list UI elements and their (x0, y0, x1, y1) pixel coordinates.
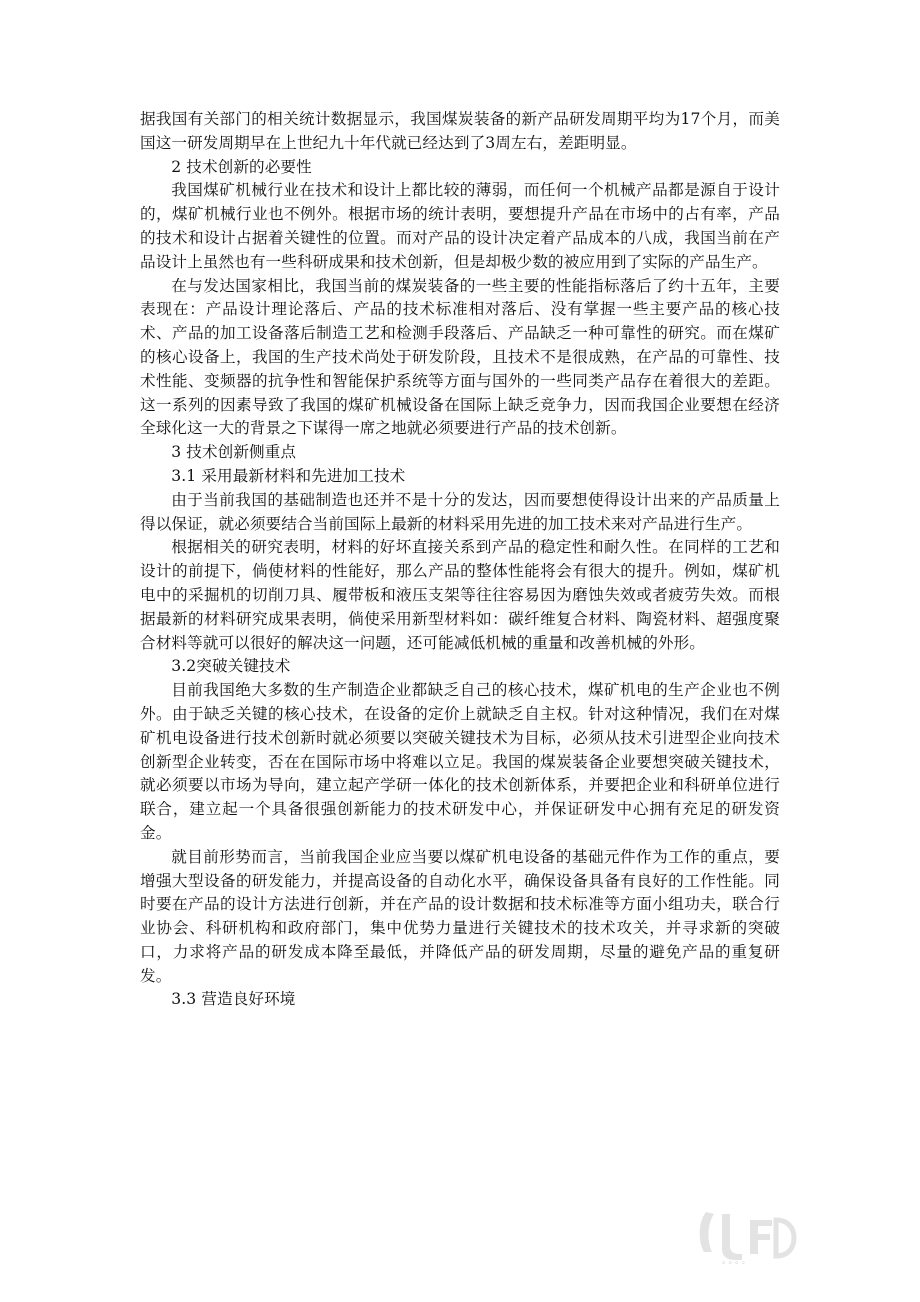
paragraph: 根据相关的研究表明，材料的好坏直接关系到产品的稳定性和耐久性。在同样的工艺和设计的前提下，倘使材料的性能好，那么产品的整体性能将会有很大的提升。例如，煤矿机电中的采掘机的切削刀具、履带板和液压支架等往往容易因为磨蚀失效或者疲劳失效。而根据最新的材料研究成果表明，倘使采用新型材料如：碳纤维复合材料、陶瓷材料、超强度聚合材料等就可以很好的解决这一问题，还可能减低机械的重量和改善机械的外形。 (140, 538, 780, 652)
paragraph: 目前我国绝大多数的生产制造企业都缺乏自己的核心技术，煤矿机电的生产企业也不例外。由于缺乏关键的核心技术，在设备的定价上就缺乏自主权。针对这种情况，我们在对煤矿机电设备进行技术创新时就必须要以突破关键技术为目标，必须从技术引进型企业向技术创新型企业转变，否在在国际市场中将难以立足。我国的煤炭装备企业要想突破关键技术，就必须要以市场为导向，建立起产学研一体化的技术创新体系，并要把企业和科研单位进行联合，建立起一个具备很强创新能力的技术研发中心，并保证研发中心拥有充足的研发资金。 (140, 681, 780, 842)
section-heading-3: 3 技术创新侧重点 (171, 443, 297, 462)
document-body (140, 108, 780, 1012)
paragraph: 我国煤矿机械行业在技术和设计上都比较的薄弱，而任何一个机械产品都是源自于设计的，煤矿机械行业也不例外。根据市场的统计表明，要想提升产品在市场中的占有率，产品的技术和设计占据着关键性的位置。而对产品的设计决定着产品成本的八成，我国当前在产品设计上虽然也有一些科研成果和技术创新，但是却极少数的被应用到了实际的产品生产。 (140, 181, 780, 271)
watermark-caption: 。。。。 (722, 1256, 753, 1266)
subsection-heading-3-1: 3.1 采用最新材料和先进加工技术 (171, 466, 406, 485)
subsection-heading-3-2: 3.2突破关键技术 (171, 657, 291, 676)
section-heading-2: 2 技术创新的必要性 (171, 157, 312, 176)
paragraph: 就目前形势而言，当前我国企业应当要以煤矿机电设备的基础元件作为工作的重点，要增强大型设备的研发能力，并提高设备的自动化水平，确保设备具备有良好的工作性能。同时要在产品的设计方法进行创新，并在产品的设计数据和技术标准等方面小组功夫，联合行业协会、科研机构和政府部门，集中优势力量进行关键技术的技术攻关，并寻求新的突破口，力求将产品的研发成本降至最低，并降低产品的研发周期，尽量的避免产品的重复研发。 (140, 847, 780, 985)
paragraph: 由于当前我国的基础制造也还并不是十分的发达，因而要想使得设计出来的产品质量上得以保证，就必须要结合当前国际上最新的材料采用先进的加工技术来对产品进行生产。 (140, 490, 780, 533)
paragraph-intro: 据我国有关部门的相关统计数据显示，我国煤炭装备的新产品研发周期平均为17个月，而美国这一研发周期早在上世纪九十年代就已经达到了3周左右，差距明显。 (140, 110, 780, 152)
paragraph: 在与发达国家相比，我国当前的煤炭装备的一些主要的性能指标落后了约十五年，主要表现在：产品设计理论落后、产品的技术标准相对落后、没有掌握一些主要产品的核心技术、产品的加工设备落后制造工艺和检测手段落后、产品缺乏一种可靠性的研究。而在煤矿的核心设备上，我国的生产技术尚处于研发阶段，且技术不是很成熟，在产品的可靠性、技术性能、变频器的抗争性和智能保护系统等方面与国外的一些同类产品存在着很大的差距。这一系列的因素导致了我国的煤矿机械设备在国际上缺乏竞争力，因而我国企业要想在经济全球化这一大的背景之下谋得一席之地就必须要进行产品的技术创新。 (140, 276, 780, 438)
subsection-heading-3-3: 3.3 营造良好环境 (171, 990, 296, 1009)
